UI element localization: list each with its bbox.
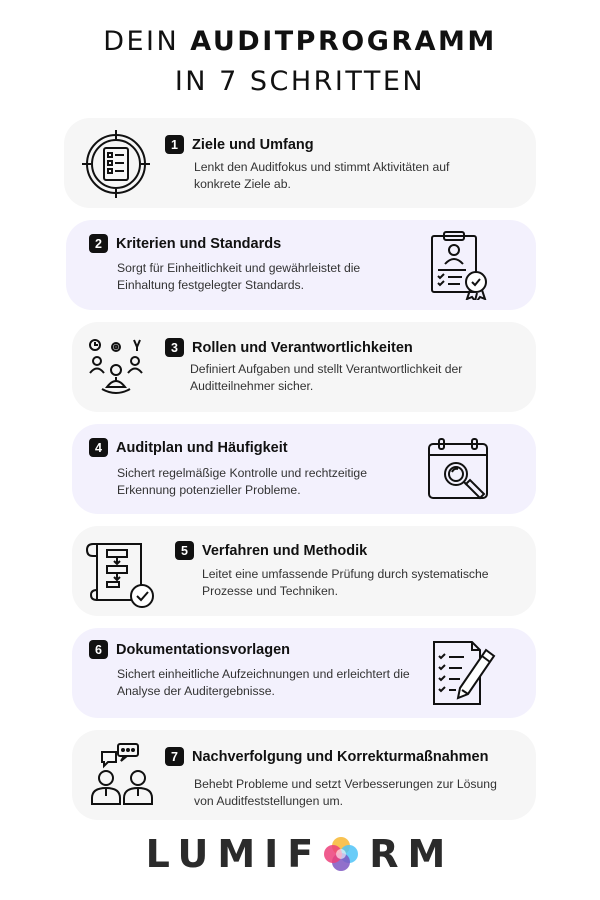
step-title: Dokumentationsvorlagen [116,641,291,658]
step-heading-6 [89,640,290,659]
step-description-2: Sorgt für Einheitlichkeit und gewährleistet die Einhaltung festgelegter Standards. [117,261,361,292]
step-number-badge: 3 [165,338,184,357]
step-title: Verfahren und Methodik [202,542,368,559]
step-number-badge: 5 [175,541,194,560]
step-title: Rollen und Verantwortlichkeiten [192,339,413,356]
document-pen-icon [430,638,500,708]
step-heading-4 [89,438,288,457]
page-title [0,22,600,102]
step-description-5: Leitet eine umfassende Prüfung durch systematische Prozesse und Techniken. [202,567,489,598]
step-number-badge: 6 [89,640,108,659]
logo-text-start: LUMIF [145,832,323,876]
step-heading-7 [165,747,488,766]
team-roles-icon [84,337,148,397]
step-heading-1 [165,135,314,154]
step-title: Ziele und Umfang [192,136,314,153]
step-title: Kriterien und Standards [116,235,282,252]
step-description-1: Lenkt den Auditfokus und stimmt Aktivitäten auf konkrete Ziele ab. [194,160,450,191]
clipboard-certificate-icon [428,230,494,300]
step-heading-2 [89,234,281,253]
process-scroll-icon [85,538,157,610]
step-number-badge: 1 [165,135,184,154]
step-number-badge: 2 [89,234,108,253]
calendar-magnifier-icon [426,436,494,504]
step-number-badge: 7 [165,747,184,766]
step-title: Nachverfolgung und Korrekturmaßnahmen [192,748,489,765]
step-number-badge: 4 [89,438,108,457]
lumiform-logo [0,832,600,876]
step-description-3: Definiert Aufgaben und stellt Verantwortlichkeit der Auditteilnehmer sicher. [190,362,463,393]
target-checklist-icon [82,130,150,198]
step-description-7: Behebt Probleme und setzt Verbesserungen zur Lösung von Auditfeststellungen um. [194,777,497,808]
people-conversation-icon [84,742,158,808]
step-heading-5 [175,541,367,560]
title-line-2: IN 7 SCHRITTEN [174,66,426,97]
logo-text-end: RM [369,832,455,876]
step-title: Auditplan und Häufigkeit [116,439,288,456]
step-description-6: Sichert einheitliche Aufzeichnungen und erleichtert die Analyse der Auditergebnisse. [117,667,410,698]
logo-flower-mark [322,835,360,873]
step-heading-3 [165,338,413,357]
step-description-4: Sichert regelmäßige Kontrolle und rechtzeitige Erkennung potenzieller Probleme. [117,466,367,497]
title-line-1: DEIN AUDITPROGRAMM [103,26,497,57]
